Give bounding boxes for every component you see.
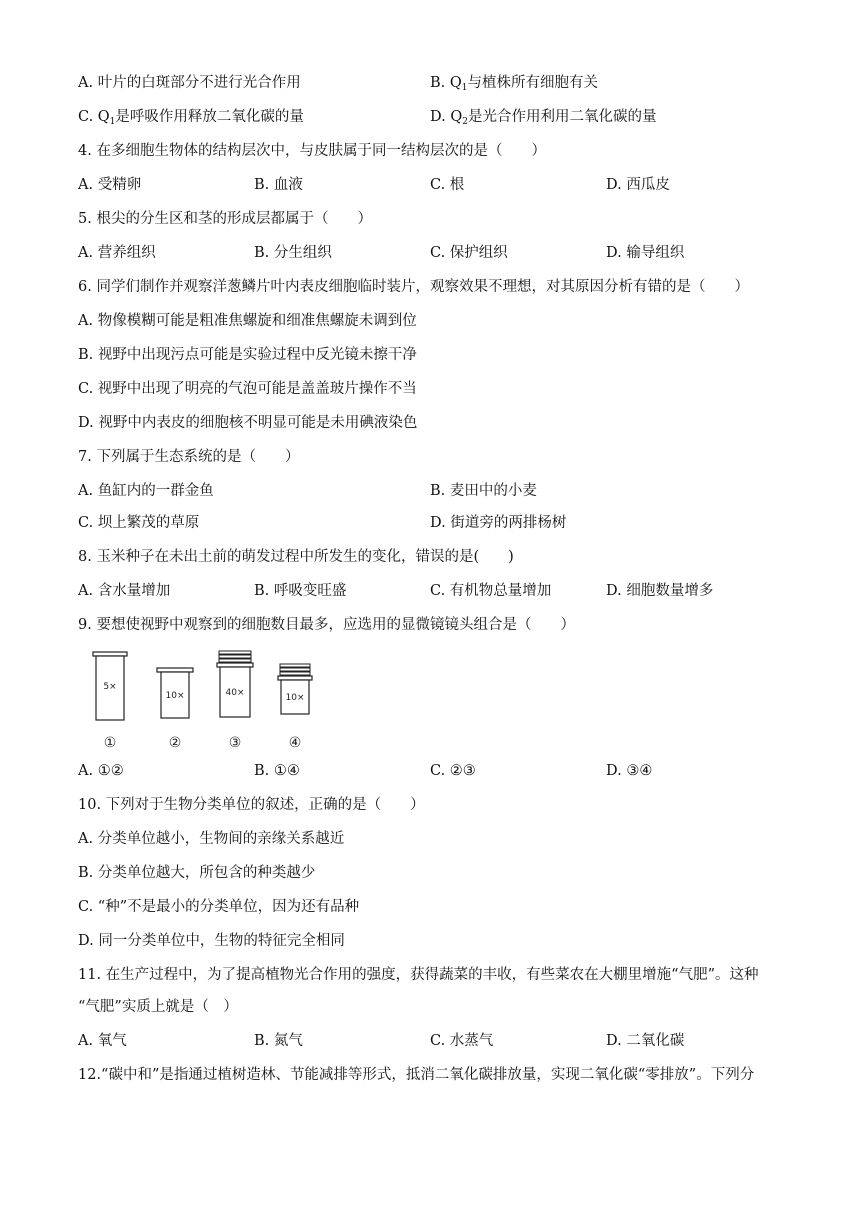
lens-2-number: ② — [168, 735, 182, 751]
lens-1-number: ① — [103, 735, 117, 751]
q4-option-d: D. 西瓜皮 — [606, 177, 670, 193]
question-11-stem-continued: “气肥”实质上就是（ ） — [78, 999, 238, 1015]
q5-option-b: B. 分生组织 — [254, 245, 332, 261]
lens-4-objective — [278, 664, 312, 714]
q6-option-d: D. 视野中内表皮的细胞核不明显可能是未用碘液染色 — [78, 415, 418, 431]
lens-1-label: 5× — [103, 682, 117, 692]
microscope-lens-figure — [86, 648, 346, 752]
q6-option-b: B. 视野中出现污点可能是实验过程中反光镜未擦干净 — [78, 347, 417, 363]
q4-option-a: A. 受精卵 — [78, 177, 142, 193]
question-10-stem: 10. 下列对于生物分类单位的叙述，正确的是（ ） — [78, 797, 425, 813]
q5-option-d: D. 输导组织 — [606, 245, 685, 261]
lens-3-label: 40× — [225, 688, 245, 698]
lens-4-label: 10× — [285, 693, 305, 703]
question-7-stem: 7. 下列属于生态系统的是（ ） — [78, 449, 300, 465]
q8-option-c: C. 有机物总量增加 — [430, 583, 552, 599]
q7-option-c: C. 坝上繁茂的草原 — [78, 515, 200, 531]
lens-3-number: ③ — [228, 735, 242, 751]
q10-option-b: B. 分类单位越大，所包含的种类越少 — [78, 865, 316, 881]
q9-option-d: D. ③④ — [606, 763, 653, 779]
q8-option-a: A. 含水量增加 — [78, 583, 171, 599]
question-12-stem: 12.“碳中和”是指通过植树造林、节能减排等形式，抵消二氧化碳排放量，实现二氧化碳“零排放”。下列分 — [78, 1067, 755, 1083]
question-6-stem: 6. 同学们制作并观察洋葱鳞片叶内表皮细胞临时装片，观察效果不理想，对其原因分析有错的是（ ） — [78, 279, 749, 295]
q3-option-d: D. $Q_2$是光合作用利用二氧化碳的量 — [430, 109, 657, 127]
q6-option-a: A. 物像模糊可能是粗准焦螺旋和细准焦螺旋未调到位 — [78, 313, 417, 329]
question-5-stem: 5. 根尖的分生区和茎的形成层都属于（ ） — [78, 211, 372, 227]
q9-option-b: B. ①④ — [254, 763, 300, 779]
q5-option-a: A. 营养组织 — [78, 245, 156, 261]
q10-option-d: D. 同一分类单位中，生物的特征完全相同 — [78, 933, 345, 949]
q8-option-b: B. 呼吸变旺盛 — [254, 583, 347, 599]
lens-1-eyepiece — [93, 652, 127, 720]
q4-option-b: B. 血液 — [254, 177, 303, 193]
q11-option-d: D. 二氧化碳 — [606, 1033, 685, 1049]
q3-option-a: A. 叶片的白斑部分不进行光合作用 — [78, 75, 301, 91]
question-11-stem: 11. 在生产过程中，为了提高植物光合作用的强度，获得蔬菜的丰收，有些菜农在大棚里增施“气肥”。这种 — [78, 967, 759, 983]
q10-option-c: C. “种”不是最小的分类单位，因为还有品种 — [78, 899, 360, 915]
q7-option-d: D. 街道旁的两排杨树 — [430, 515, 567, 531]
q11-option-c: C. 水蒸气 — [430, 1033, 494, 1049]
q10-option-a: A. 分类单位越小，生物间的亲缘关系越近 — [78, 831, 345, 847]
q9-option-c: C. ②③ — [430, 763, 476, 779]
lens-3-objective — [217, 651, 253, 717]
q7-option-b: B. 麦田中的小麦 — [430, 483, 537, 499]
question-4-stem: 4. 在多细胞生物体的结构层次中，与皮肤属于同一结构层次的是（ ） — [78, 143, 546, 159]
q4-option-c: C. 根 — [430, 177, 465, 193]
q9-option-a: A. ①② — [78, 763, 124, 779]
lens-4-number: ④ — [288, 735, 302, 751]
q11-option-a: A. 氧气 — [78, 1033, 127, 1049]
q6-option-c: C. 视野中出现了明亮的气泡可能是盖盖玻片操作不当 — [78, 381, 417, 397]
question-9-stem: 9. 要想使视野中观察到的细胞数目最多，应选用的显微镜镜头组合是（ ） — [78, 617, 575, 633]
lens-2-label: 10× — [165, 691, 185, 701]
lens-2-eyepiece — [157, 668, 193, 718]
question-8-stem: 8. 玉米种子在未出土前的萌发过程中所发生的变化，错误的是( ) — [78, 549, 514, 565]
q3-option-b: B. $Q_1$与植株所有细胞有关 — [430, 75, 598, 93]
q8-option-d: D. 细胞数量增多 — [606, 583, 714, 599]
q7-option-a: A. 鱼缸内的一群金鱼 — [78, 483, 214, 499]
q5-option-c: C. 保护组织 — [430, 245, 508, 261]
q3-option-c: C. $Q_1$是呼吸作用释放二氧化碳的量 — [78, 109, 304, 127]
q11-option-b: B. 氮气 — [254, 1033, 303, 1049]
